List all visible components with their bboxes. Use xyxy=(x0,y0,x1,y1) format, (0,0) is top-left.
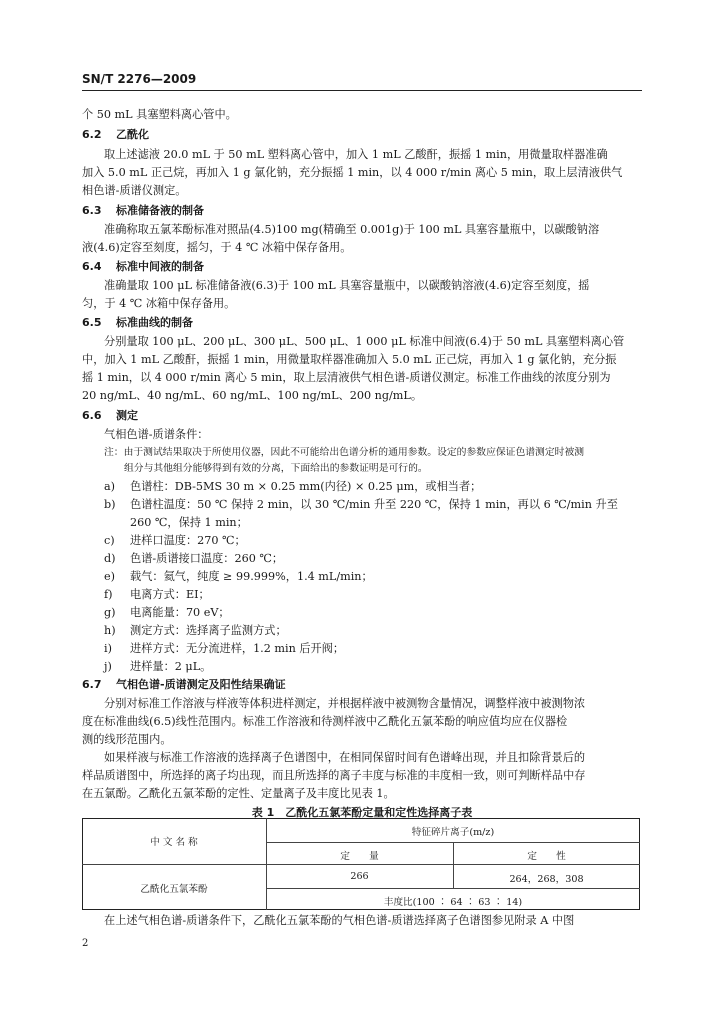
text-line: 测的线形范围内。 xyxy=(82,733,172,746)
condition-item xyxy=(104,534,246,548)
text-line: 20 ng/mL、40 ng/mL、60 ng/mL、100 ng/mL、200 ng/mL。 xyxy=(82,389,423,402)
section-6-5-heading xyxy=(82,316,193,330)
item-label: d) xyxy=(104,552,116,565)
condition-item xyxy=(104,516,248,530)
table-divider xyxy=(82,864,640,865)
header-rule xyxy=(82,90,642,91)
item-text: 进样方式：无分流进样，1.2 min 后开阀； xyxy=(130,642,345,655)
item-text: 电离方式：EI； xyxy=(130,588,210,601)
condition-item xyxy=(104,642,344,656)
condition-item xyxy=(104,552,283,566)
section-title: 标准中间液的制备 xyxy=(116,260,204,273)
condition-item xyxy=(104,570,373,584)
section-6-7-heading xyxy=(82,678,286,692)
item-label: j) xyxy=(104,660,112,673)
condition-item xyxy=(104,606,230,620)
item-label: a) xyxy=(104,480,116,493)
item-text: 色谱柱温度：50 ℃ 保持 2 min，以 30 ℃/min 升至 220 ℃，保持 1 min，再以 6 ℃/min 升至 xyxy=(130,498,618,511)
section-6-4-heading xyxy=(82,260,204,274)
page-number: 2 xyxy=(82,938,89,949)
table-header-ions: 特征碎片离子(m/z) xyxy=(411,827,495,838)
section-number: 6.6 xyxy=(82,409,102,422)
standard-code: SN/T 2276—2009 xyxy=(82,72,197,86)
text-line: 在五氯酚。乙酰化五氯苯酚的定性、定量离子及丰度比见表 1。 xyxy=(82,787,395,800)
note-line: 组分与其他组分能够得到有效的分离，下面给出的参数证明是可行的。 xyxy=(124,463,428,474)
section-number: 6.7 xyxy=(82,678,102,691)
note-line: 注：由于测试结果取决于所使用仪器，因此不可能给出色谱分析的通用参数。设定的参数应保证色谱测定时被测 xyxy=(104,447,585,458)
condition-item xyxy=(104,624,287,638)
text-line: 如果样液与标准工作溶液的选择离子色谱图中，在相同保留时间有色谱峰出现，并且扣除背景后的 xyxy=(104,751,586,764)
item-label: e) xyxy=(104,570,115,583)
item-text: 电离能量：70 eV； xyxy=(130,606,230,619)
item-label: b) xyxy=(104,498,116,511)
text-line: 取上述滤液 20.0 mL 于 50 mL 塑料离心管中，加入 1 mL 乙酸酐，振摇 1 min，用微量取样器准确 xyxy=(104,148,608,161)
condition-item xyxy=(104,588,210,602)
section-number: 6.2 xyxy=(82,128,102,141)
table-caption: 表 1 乙酰化五氯苯酚定量和定性选择离子表 xyxy=(251,806,473,819)
ion-table xyxy=(82,818,640,910)
text-line: 分别量取 100 μL、200 μL、300 μL、500 μL、1 000 μL 标准中间液(6.4)于 50 mL 具塞塑料离心管 xyxy=(104,335,625,348)
text-line: 准确称取五氯苯酚标准对照品(4.5)100 mg(精确至 0.001g)于 100 mL 具塞容量瓶中，以碳酸钠溶 xyxy=(104,223,600,236)
condition-item xyxy=(104,660,211,674)
section-number: 6.5 xyxy=(82,316,102,329)
text-line: 样品质谱图中，所选择的离子均出现，而且所选择的离子丰度与标准的丰度相一致，则可判断样品中存 xyxy=(82,769,586,782)
text-line: 摇 1 min，以 4 000 r/min 离心 5 min，取上层清液供气相色谱-质谱仪测定。标准工作曲线的浓度分别为 xyxy=(82,371,611,384)
text-line: 度在标准曲线(6.5)线性范围内。标准工作溶液和待测样液中乙酰化五氯苯酚的响应值均应在仪器检 xyxy=(82,715,568,728)
section-title: 测定 xyxy=(116,409,138,422)
table-cell-compound: 乙酰化五氯苯酚 xyxy=(140,884,208,895)
section-title: 气相色谱-质谱测定及阳性结果确证 xyxy=(116,678,286,691)
item-text: 260 ℃，保持 1 min； xyxy=(130,516,248,529)
section-number: 6.3 xyxy=(82,204,102,217)
section-6-6-heading xyxy=(82,409,138,423)
text-line: 液(4.6)定容至刻度，摇匀，于 4 ℃ 冰箱中保存备用。 xyxy=(82,241,352,254)
text-line: 气相色谱-质谱条件： xyxy=(104,428,209,441)
item-label: g) xyxy=(104,606,116,619)
section-number: 6.4 xyxy=(82,260,102,273)
item-text: 测定方式：选择离子监测方式； xyxy=(130,624,287,637)
condition-item xyxy=(104,480,481,494)
item-text: 色谱-质谱接口温度：260 ℃； xyxy=(130,552,284,565)
table-cell-ratio: 丰度比(100 ∶ 64 ∶ 63 ∶ 14) xyxy=(383,897,523,908)
text-line: 分别对标准工作溶液与样液等体积进样测定，并根据样液中被测物含量情况，调整样液中被测物浓 xyxy=(104,697,586,710)
item-text: 进样口温度：270 ℃； xyxy=(130,534,246,547)
table-divider xyxy=(266,888,640,889)
text-line: 准确量取 100 μL 标准储备液(6.3)于 100 mL 具塞容量瓶中，以碳酸钠溶液(4.6)定容至刻度，摇 xyxy=(104,279,590,292)
item-label: i) xyxy=(104,642,112,655)
item-text: 载气：氦气，纯度 ≥ 99.999%，1.4 mL/min； xyxy=(130,570,373,583)
condition-item xyxy=(104,498,618,512)
section-title: 标准曲线的制备 xyxy=(116,316,193,329)
section-title: 标准储备液的制备 xyxy=(116,204,204,217)
section-6-2-heading xyxy=(82,128,149,142)
table-header-quant: 定 量 xyxy=(340,851,379,862)
table-cell-qual: 264，268，308 xyxy=(509,874,584,885)
item-text: 色谱柱：DB-5MS 30 m × 0.25 mm(内径) × 0.25 μm，或相当者； xyxy=(130,480,482,493)
table-header-qual: 定 性 xyxy=(527,851,566,862)
section-6-3-heading xyxy=(82,204,204,218)
section-title: 乙酰化 xyxy=(116,128,149,141)
text-line: 匀，于 4 ℃ 冰箱中保存备用。 xyxy=(82,297,236,310)
text-line: 相色谱-质谱仪测定。 xyxy=(82,184,187,197)
text-line: 在上述气相色谱-质谱条件下，乙酰化五氯苯酚的气相色谱-质谱选择离子色谱图参见附录 A 中图 xyxy=(104,914,575,927)
text-line: 中，加入 1 mL 乙酸酐，振摇 1 min，用微量取样器准确加入 5.0 mL 正己烷，再加入 1 g 氯化钠，充分振 xyxy=(82,353,617,366)
text-line: 个 50 mL 具塞塑料离心管中。 xyxy=(82,108,237,121)
item-label: f) xyxy=(104,588,113,601)
item-label: h) xyxy=(104,624,116,637)
text-line: 加入 5.0 mL 正己烷，再加入 1 g 氯化钠，充分振摇 1 min，以 4 000 r/min 离心 5 min，取上层清液供气 xyxy=(82,166,623,179)
item-label: c) xyxy=(104,534,115,547)
table-header-name: 中 文 名 称 xyxy=(150,837,198,848)
item-text: 进样量：2 μL。 xyxy=(130,660,212,673)
table-cell-quant: 266 xyxy=(350,871,369,882)
